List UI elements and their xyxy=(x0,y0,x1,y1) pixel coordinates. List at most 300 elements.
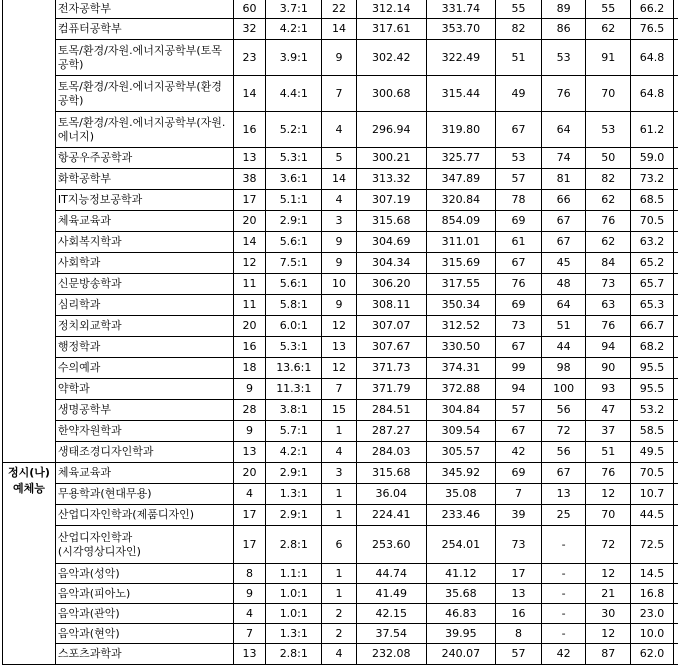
group-cell-empty xyxy=(3,337,56,358)
score-b-cell: 254.01 xyxy=(426,526,496,564)
score-b-cell: 35.08 xyxy=(426,484,496,505)
avg-cell: 72.5 xyxy=(631,526,674,564)
trailing-empty-cell xyxy=(673,274,678,295)
score-a-cell: 224.41 xyxy=(356,505,426,526)
pct-e-cell: 94 xyxy=(586,337,631,358)
pct-c-cell: 69 xyxy=(496,463,542,484)
rank-cell: 1 xyxy=(322,421,357,442)
pct-e-cell: 70 xyxy=(586,76,631,112)
avg-cell: 59.0 xyxy=(631,148,674,169)
avg-cell: 44.5 xyxy=(631,505,674,526)
ratio-cell: 5.8:1 xyxy=(266,295,322,316)
avg-cell: 62.0 xyxy=(631,644,674,665)
pct-e-cell: 73 xyxy=(586,274,631,295)
score-b-cell: 320.84 xyxy=(426,190,496,211)
ratio-cell: 5.1:1 xyxy=(266,190,322,211)
ratio-cell: 3.8:1 xyxy=(266,400,322,421)
rank-cell: 3 xyxy=(322,463,357,484)
group-cell-empty xyxy=(3,358,56,379)
pct-d-cell: 42 xyxy=(541,644,586,665)
pct-c-cell: 57 xyxy=(496,400,542,421)
group-cell-empty xyxy=(3,400,56,421)
score-a-cell: 315.68 xyxy=(356,211,426,232)
group-cell-empty xyxy=(3,112,56,148)
department-name-cell: 무용학과(현대무용) xyxy=(55,484,233,505)
department-name-cell: 생태조경디자인학과 xyxy=(55,442,233,463)
pct-c-cell: 73 xyxy=(496,526,542,564)
department-name-cell: 음악과(관악) xyxy=(55,604,233,624)
department-name-cell: 화학공학부 xyxy=(55,169,233,190)
pct-d-cell: 66 xyxy=(541,190,586,211)
department-name-cell: 체육교육과 xyxy=(55,211,233,232)
group-cell-empty xyxy=(3,148,56,169)
score-a-cell: 42.15 xyxy=(356,604,426,624)
pct-d-cell: 67 xyxy=(541,232,586,253)
avg-cell: 23.0 xyxy=(631,604,674,624)
pct-e-cell: 76 xyxy=(586,316,631,337)
department-name-cell: 행정학과 xyxy=(55,337,233,358)
department-name-cell: 음악과(피아노) xyxy=(55,584,233,604)
avg-cell: 10.7 xyxy=(631,484,674,505)
score-a-cell: 317.61 xyxy=(356,19,426,40)
avg-cell: 58.5 xyxy=(631,421,674,442)
avg-cell: 95.5 xyxy=(631,379,674,400)
pct-c-cell: 67 xyxy=(496,112,542,148)
avg-cell: 10.0 xyxy=(631,624,674,644)
pct-e-cell: 51 xyxy=(586,442,631,463)
avg-cell: 49.5 xyxy=(631,442,674,463)
score-b-cell: 309.54 xyxy=(426,421,496,442)
pct-d-cell: 45 xyxy=(541,253,586,274)
department-name-cell: 산업디자인학과 (시각영상디자인) xyxy=(55,526,233,564)
score-b-cell: 311.01 xyxy=(426,232,496,253)
pct-d-cell: - xyxy=(541,624,586,644)
trailing-empty-cell xyxy=(673,400,678,421)
score-b-cell: 46.83 xyxy=(426,604,496,624)
score-b-cell: 312.52 xyxy=(426,316,496,337)
score-a-cell: 304.69 xyxy=(356,232,426,253)
trailing-empty-cell xyxy=(673,442,678,463)
table-row xyxy=(3,421,678,442)
department-name-cell: 심리학과 xyxy=(55,295,233,316)
trailing-empty-cell xyxy=(673,0,678,19)
rank-cell: 2 xyxy=(322,604,357,624)
pct-d-cell: 67 xyxy=(541,211,586,232)
table-row xyxy=(3,584,678,604)
pct-c-cell: 49 xyxy=(496,76,542,112)
table-row xyxy=(3,190,678,211)
trailing-empty-cell xyxy=(673,190,678,211)
avg-cell: 65.2 xyxy=(631,253,674,274)
num-cell: 11 xyxy=(233,295,266,316)
department-name-cell: 컴퓨터공학부 xyxy=(55,19,233,40)
pct-e-cell: 50 xyxy=(586,148,631,169)
score-a-cell: 253.60 xyxy=(356,526,426,564)
department-name-cell: 정치외교학과 xyxy=(55,316,233,337)
rank-cell: 1 xyxy=(322,584,357,604)
trailing-empty-cell xyxy=(673,295,678,316)
trailing-empty-cell xyxy=(673,211,678,232)
department-name-cell: 사회학과 xyxy=(55,253,233,274)
pct-c-cell: 13 xyxy=(496,584,542,604)
table-row xyxy=(3,526,678,564)
department-name-cell: 산업디자인학과(제품디자인) xyxy=(55,505,233,526)
rank-cell: 7 xyxy=(322,76,357,112)
score-a-cell: 307.19 xyxy=(356,190,426,211)
pct-c-cell: 55 xyxy=(496,0,542,19)
avg-cell: 65.7 xyxy=(631,274,674,295)
rank-cell: 4 xyxy=(322,112,357,148)
score-a-cell: 300.21 xyxy=(356,148,426,169)
ratio-cell: 5.3:1 xyxy=(266,148,322,169)
pct-c-cell: 7 xyxy=(496,484,542,505)
department-name-cell: 전자공학부 xyxy=(55,0,233,19)
trailing-empty-cell xyxy=(673,253,678,274)
num-cell: 17 xyxy=(233,505,266,526)
group-cell-empty xyxy=(3,421,56,442)
pct-e-cell: 55 xyxy=(586,0,631,19)
num-cell: 14 xyxy=(233,232,266,253)
score-b-cell: 854.09 xyxy=(426,211,496,232)
trailing-empty-cell xyxy=(673,526,678,564)
avg-cell: 64.8 xyxy=(631,40,674,76)
trailing-empty-cell xyxy=(673,624,678,644)
pct-c-cell: 53 xyxy=(496,148,542,169)
score-a-cell: 44.74 xyxy=(356,564,426,584)
score-a-cell: 41.49 xyxy=(356,584,426,604)
pct-e-cell: 37 xyxy=(586,421,631,442)
ratio-cell: 2.8:1 xyxy=(266,644,322,665)
pct-e-cell: 76 xyxy=(586,463,631,484)
num-cell: 20 xyxy=(233,316,266,337)
ratio-cell: 13.6:1 xyxy=(266,358,322,379)
department-name-cell: IT지능정보공학과 xyxy=(55,190,233,211)
department-name-cell: 체육교육과 xyxy=(55,463,233,484)
group-cell-empty xyxy=(3,190,56,211)
pct-e-cell: 87 xyxy=(586,644,631,665)
table-row xyxy=(3,274,678,295)
pct-d-cell: 81 xyxy=(541,169,586,190)
ratio-cell: 3.6:1 xyxy=(266,169,322,190)
score-b-cell: 35.68 xyxy=(426,584,496,604)
score-a-cell: 313.32 xyxy=(356,169,426,190)
pct-d-cell: - xyxy=(541,604,586,624)
num-cell: 60 xyxy=(233,0,266,19)
avg-cell: 76.5 xyxy=(631,19,674,40)
score-a-cell: 315.68 xyxy=(356,463,426,484)
ratio-cell: 2.9:1 xyxy=(266,505,322,526)
pct-c-cell: 82 xyxy=(496,19,542,40)
ratio-cell: 11.3:1 xyxy=(266,379,322,400)
pct-e-cell: 12 xyxy=(586,564,631,584)
score-b-cell: 305.57 xyxy=(426,442,496,463)
num-cell: 12 xyxy=(233,253,266,274)
num-cell: 28 xyxy=(233,400,266,421)
num-cell: 17 xyxy=(233,190,266,211)
score-a-cell: 284.03 xyxy=(356,442,426,463)
pct-d-cell: 76 xyxy=(541,76,586,112)
rank-cell: 9 xyxy=(322,295,357,316)
table-row xyxy=(3,295,678,316)
num-cell: 38 xyxy=(233,169,266,190)
pct-c-cell: 99 xyxy=(496,358,542,379)
avg-cell: 68.5 xyxy=(631,190,674,211)
avg-cell: 65.3 xyxy=(631,295,674,316)
group-cell-empty xyxy=(3,76,56,112)
pct-c-cell: 51 xyxy=(496,40,542,76)
score-a-cell: 312.14 xyxy=(356,0,426,19)
table-row xyxy=(3,644,678,665)
pct-c-cell: 67 xyxy=(496,421,542,442)
num-cell: 32 xyxy=(233,19,266,40)
table-row xyxy=(3,19,678,40)
ratio-cell: 2.8:1 xyxy=(266,526,322,564)
num-cell: 9 xyxy=(233,421,266,442)
group-cell-empty xyxy=(3,232,56,253)
table-row xyxy=(3,604,678,624)
rank-cell: 1 xyxy=(322,484,357,505)
score-b-cell: 315.69 xyxy=(426,253,496,274)
table-row xyxy=(3,484,678,505)
table-row xyxy=(3,112,678,148)
ratio-cell: 5.6:1 xyxy=(266,232,322,253)
pct-e-cell: 76 xyxy=(586,211,631,232)
score-b-cell: 39.95 xyxy=(426,624,496,644)
score-b-cell: 304.84 xyxy=(426,400,496,421)
table-row xyxy=(3,211,678,232)
score-a-cell: 307.67 xyxy=(356,337,426,358)
group-cell-empty xyxy=(3,379,56,400)
rank-cell: 13 xyxy=(322,337,357,358)
pct-d-cell: 44 xyxy=(541,337,586,358)
num-cell: 9 xyxy=(233,379,266,400)
pct-e-cell: 47 xyxy=(586,400,631,421)
trailing-empty-cell xyxy=(673,40,678,76)
group-label-line2: 예체능 xyxy=(5,481,53,497)
rank-cell: 6 xyxy=(322,526,357,564)
group-cell-empty xyxy=(3,442,56,463)
rank-cell: 12 xyxy=(322,358,357,379)
trailing-empty-cell xyxy=(673,484,678,505)
pct-d-cell: 13 xyxy=(541,484,586,505)
score-b-cell: 41.12 xyxy=(426,564,496,584)
num-cell: 4 xyxy=(233,604,266,624)
score-b-cell: 317.55 xyxy=(426,274,496,295)
ratio-cell: 5.7:1 xyxy=(266,421,322,442)
rank-cell: 4 xyxy=(322,442,357,463)
department-name-cell: 스포츠과학과 xyxy=(55,644,233,665)
pct-e-cell: 62 xyxy=(586,19,631,40)
rank-cell: 14 xyxy=(322,169,357,190)
group-cell-empty xyxy=(3,19,56,40)
num-cell: 8 xyxy=(233,564,266,584)
trailing-empty-cell xyxy=(673,76,678,112)
score-a-cell: 306.20 xyxy=(356,274,426,295)
table-row xyxy=(3,169,678,190)
score-a-cell: 284.51 xyxy=(356,400,426,421)
table-row xyxy=(3,316,678,337)
pct-c-cell: 69 xyxy=(496,211,542,232)
score-a-cell: 304.34 xyxy=(356,253,426,274)
avg-cell: 70.5 xyxy=(631,211,674,232)
avg-cell: 53.2 xyxy=(631,400,674,421)
group-cell-empty xyxy=(3,211,56,232)
avg-cell: 16.8 xyxy=(631,584,674,604)
rank-cell: 4 xyxy=(322,190,357,211)
pct-e-cell: 63 xyxy=(586,295,631,316)
pct-e-cell: 93 xyxy=(586,379,631,400)
pct-c-cell: 73 xyxy=(496,316,542,337)
trailing-empty-cell xyxy=(673,421,678,442)
avg-cell: 95.5 xyxy=(631,358,674,379)
pct-d-cell: 86 xyxy=(541,19,586,40)
pct-c-cell: 94 xyxy=(496,379,542,400)
department-name-cell: 항공우주공학과 xyxy=(55,148,233,169)
table-row xyxy=(3,463,678,484)
trailing-empty-cell xyxy=(673,463,678,484)
score-b-cell: 315.44 xyxy=(426,76,496,112)
num-cell: 13 xyxy=(233,442,266,463)
pct-d-cell: 56 xyxy=(541,442,586,463)
pct-e-cell: 84 xyxy=(586,253,631,274)
pct-e-cell: 53 xyxy=(586,112,631,148)
pct-e-cell: 72 xyxy=(586,526,631,564)
table-row xyxy=(3,253,678,274)
pct-e-cell: 30 xyxy=(586,604,631,624)
num-cell: 18 xyxy=(233,358,266,379)
trailing-empty-cell xyxy=(673,644,678,665)
department-name-cell: 수의예과 xyxy=(55,358,233,379)
avg-cell: 73.2 xyxy=(631,169,674,190)
department-name-cell: 토목/환경/자원.에너지공학부(토목공학) xyxy=(55,40,233,76)
pct-e-cell: 12 xyxy=(586,624,631,644)
group-label-line1: 정시(나) xyxy=(5,465,53,481)
rank-cell: 12 xyxy=(322,316,357,337)
pct-d-cell: 89 xyxy=(541,0,586,19)
score-a-cell: 37.54 xyxy=(356,624,426,644)
trailing-empty-cell xyxy=(673,112,678,148)
num-cell: 13 xyxy=(233,644,266,665)
avg-cell: 70.5 xyxy=(631,463,674,484)
num-cell: 11 xyxy=(233,274,266,295)
department-name-cell: 사회복지학과 xyxy=(55,232,233,253)
pct-c-cell: 76 xyxy=(496,274,542,295)
ratio-cell: 3.9:1 xyxy=(266,40,322,76)
pct-d-cell: 53 xyxy=(541,40,586,76)
table-row xyxy=(3,148,678,169)
score-b-cell: 331.74 xyxy=(426,0,496,19)
score-a-cell: 308.11 xyxy=(356,295,426,316)
table-row xyxy=(3,379,678,400)
pct-c-cell: 61 xyxy=(496,232,542,253)
score-a-cell: 307.07 xyxy=(356,316,426,337)
ratio-cell: 5.2:1 xyxy=(266,112,322,148)
group-label-cell xyxy=(3,463,56,665)
rank-cell: 3 xyxy=(322,211,357,232)
group-cell-empty xyxy=(3,295,56,316)
pct-c-cell: 67 xyxy=(496,337,542,358)
department-name-cell: 음악과(현악) xyxy=(55,624,233,644)
avg-cell: 68.2 xyxy=(631,337,674,358)
num-cell: 23 xyxy=(233,40,266,76)
num-cell: 17 xyxy=(233,526,266,564)
score-b-cell: 319.80 xyxy=(426,112,496,148)
num-cell: 9 xyxy=(233,584,266,604)
ratio-cell: 2.9:1 xyxy=(266,211,322,232)
trailing-empty-cell xyxy=(673,379,678,400)
ratio-cell: 3.7:1 xyxy=(266,0,322,19)
avg-cell: 61.2 xyxy=(631,112,674,148)
department-name-cell: 토목/환경/자원.에너지공학부(환경공학) xyxy=(55,76,233,112)
trailing-empty-cell xyxy=(673,19,678,40)
group-cell-empty xyxy=(3,253,56,274)
avg-cell: 66.7 xyxy=(631,316,674,337)
score-b-cell: 325.77 xyxy=(426,148,496,169)
num-cell: 14 xyxy=(233,76,266,112)
table-row xyxy=(3,400,678,421)
ratio-cell: 4.2:1 xyxy=(266,442,322,463)
ratio-cell: 1.0:1 xyxy=(266,604,322,624)
department-name-cell: 약학과 xyxy=(55,379,233,400)
score-a-cell: 296.94 xyxy=(356,112,426,148)
score-b-cell: 240.07 xyxy=(426,644,496,665)
pct-d-cell: 74 xyxy=(541,148,586,169)
group-cell-empty xyxy=(3,0,56,19)
ratio-cell: 1.3:1 xyxy=(266,484,322,505)
score-a-cell: 371.73 xyxy=(356,358,426,379)
ratio-cell: 4.2:1 xyxy=(266,19,322,40)
table-row xyxy=(3,76,678,112)
ratio-cell: 7.5:1 xyxy=(266,253,322,274)
rank-cell: 1 xyxy=(322,564,357,584)
pct-c-cell: 42 xyxy=(496,442,542,463)
rank-cell: 5 xyxy=(322,148,357,169)
table-row xyxy=(3,564,678,584)
pct-e-cell: 21 xyxy=(586,584,631,604)
group-cell-empty xyxy=(3,274,56,295)
table-row xyxy=(3,358,678,379)
pct-c-cell: 57 xyxy=(496,644,542,665)
trailing-empty-cell xyxy=(673,584,678,604)
department-name-cell: 한약자원학과 xyxy=(55,421,233,442)
num-cell: 20 xyxy=(233,463,266,484)
rank-cell: 7 xyxy=(322,379,357,400)
rank-cell: 9 xyxy=(322,232,357,253)
trailing-empty-cell xyxy=(673,604,678,624)
trailing-empty-cell xyxy=(673,232,678,253)
avg-cell: 63.2 xyxy=(631,232,674,253)
admission-results-table xyxy=(2,0,678,665)
pct-d-cell: - xyxy=(541,564,586,584)
trailing-empty-cell xyxy=(673,505,678,526)
pct-d-cell: 25 xyxy=(541,505,586,526)
score-a-cell: 287.27 xyxy=(356,421,426,442)
ratio-cell: 1.3:1 xyxy=(266,624,322,644)
pct-c-cell: 39 xyxy=(496,505,542,526)
score-b-cell: 345.92 xyxy=(426,463,496,484)
score-b-cell: 330.50 xyxy=(426,337,496,358)
pct-e-cell: 12 xyxy=(586,484,631,505)
pct-c-cell: 69 xyxy=(496,295,542,316)
pct-c-cell: 78 xyxy=(496,190,542,211)
ratio-cell: 1.1:1 xyxy=(266,564,322,584)
pct-e-cell: 90 xyxy=(586,358,631,379)
pct-d-cell: 64 xyxy=(541,295,586,316)
pct-c-cell: 8 xyxy=(496,624,542,644)
table-row xyxy=(3,0,678,19)
pct-c-cell: 57 xyxy=(496,169,542,190)
pct-c-cell: 17 xyxy=(496,564,542,584)
